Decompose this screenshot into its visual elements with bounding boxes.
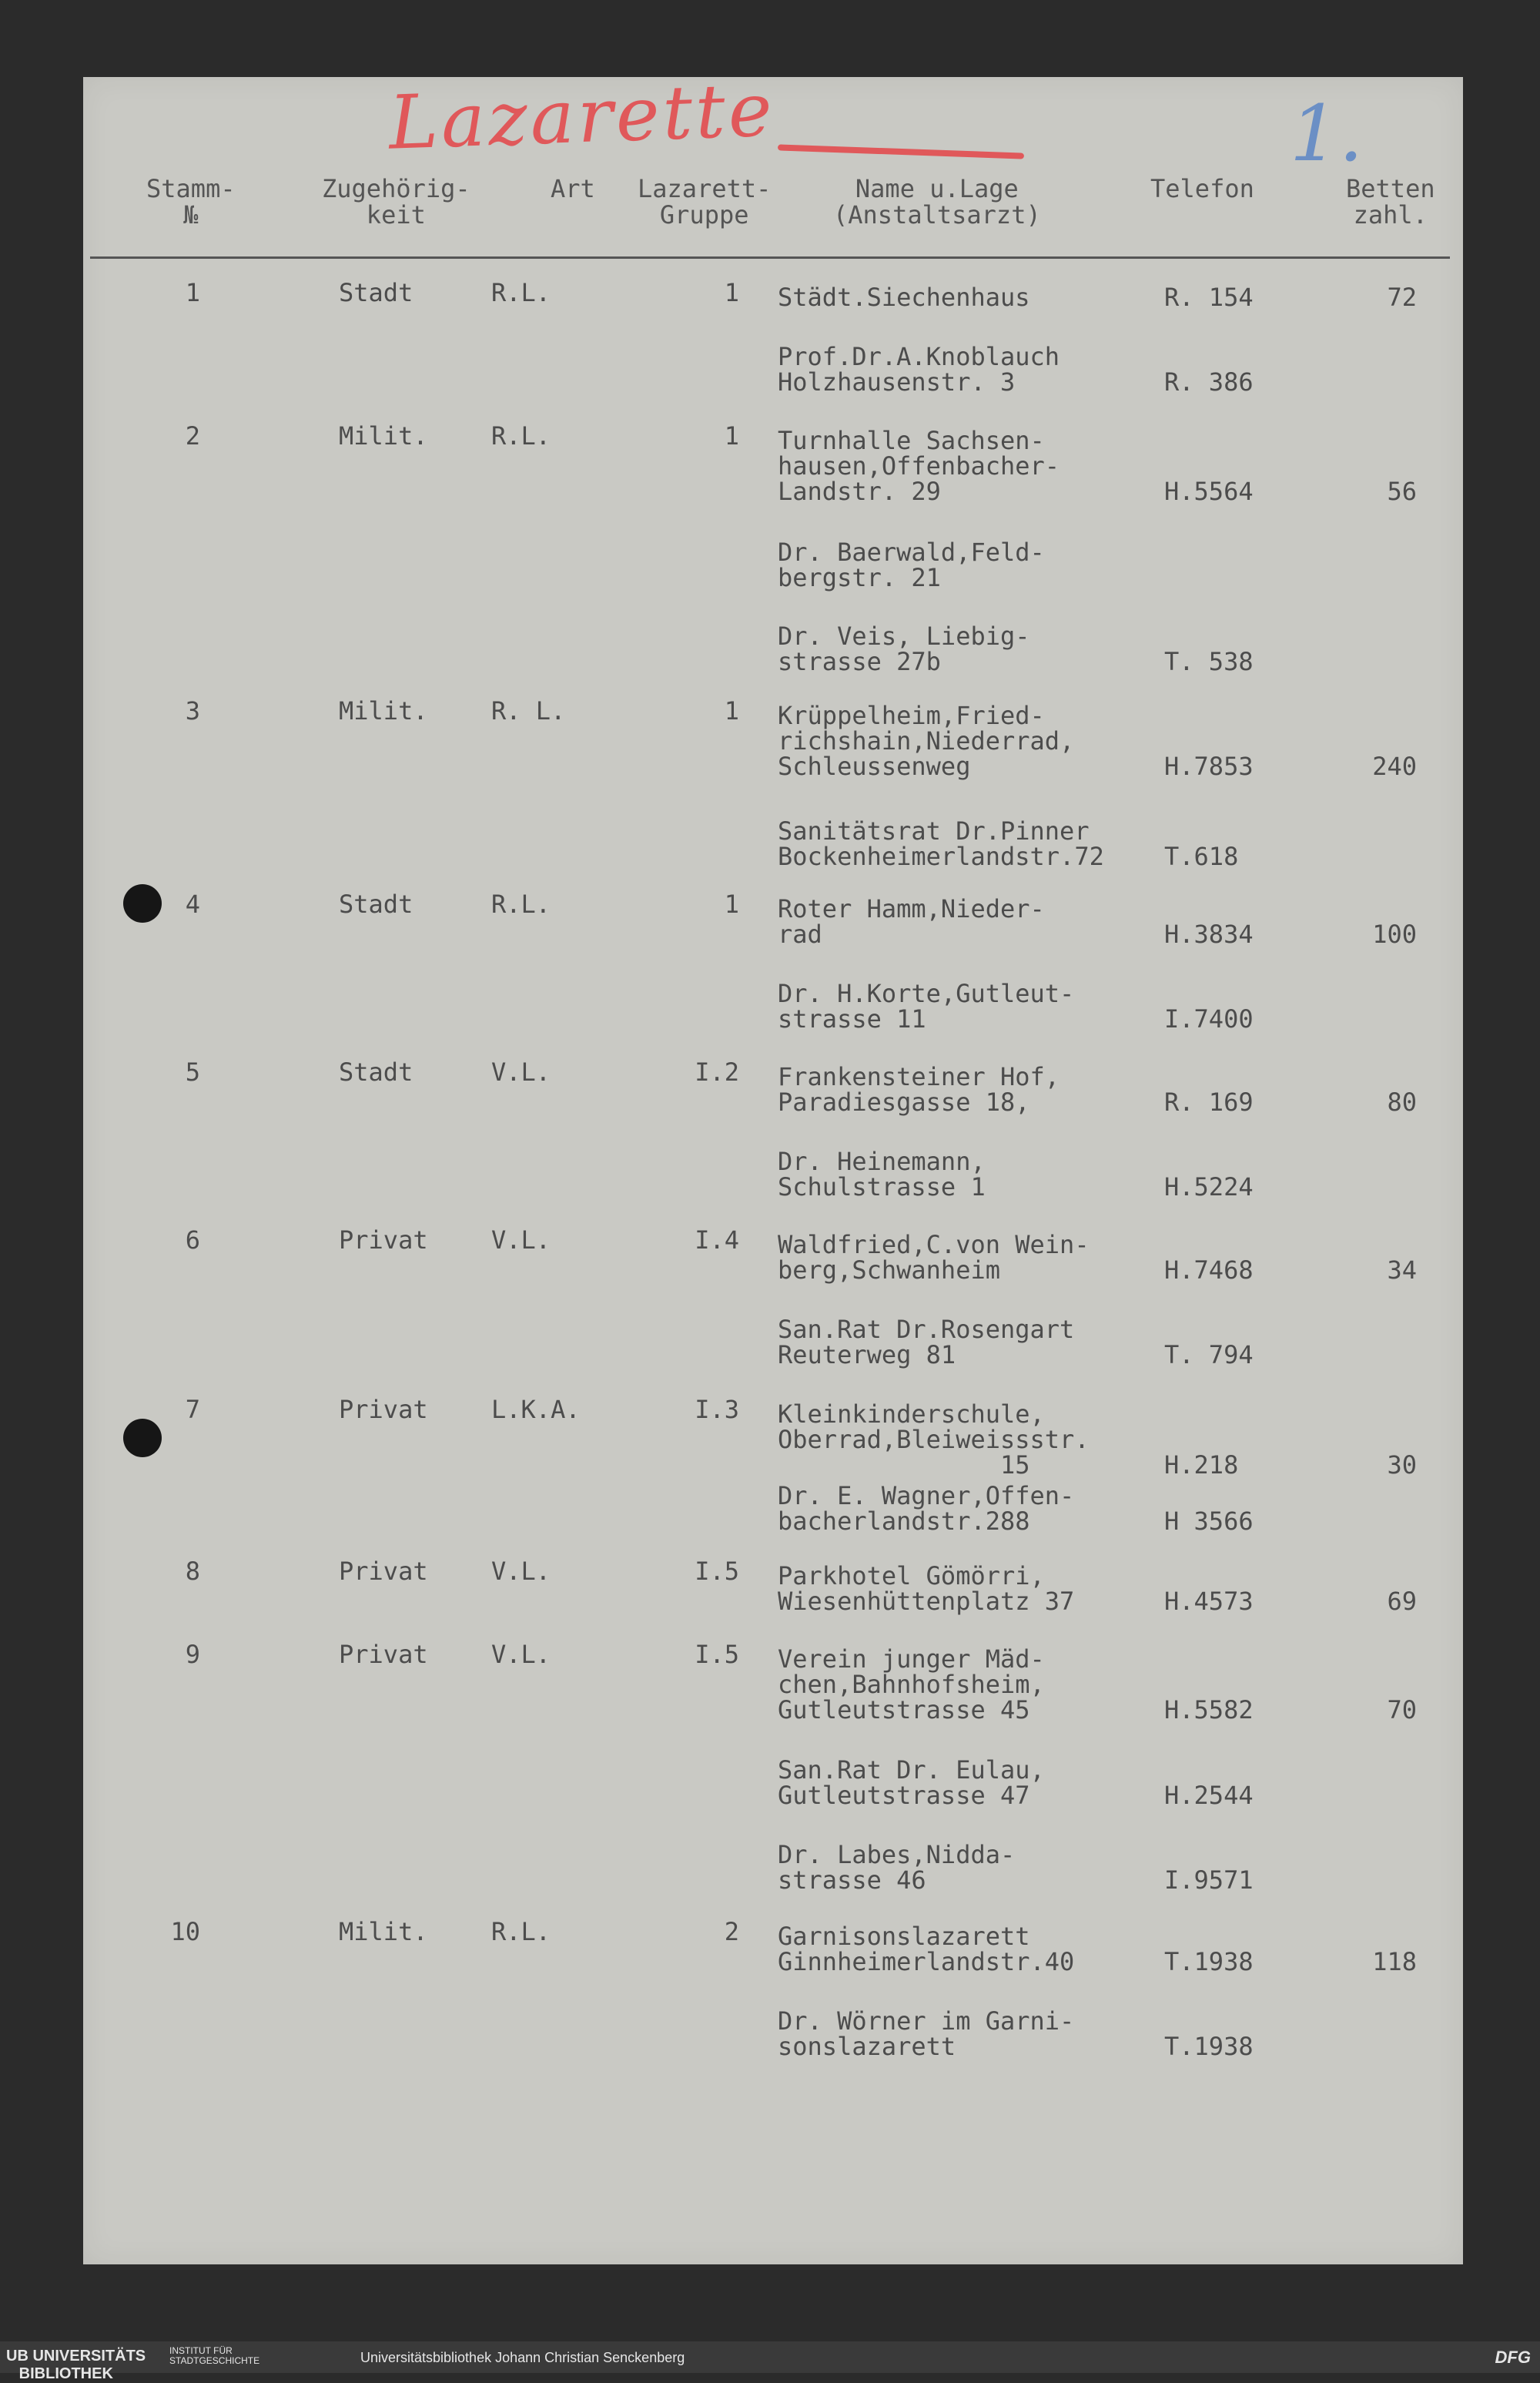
cell-art: V.L. — [491, 1640, 551, 1669]
cell-gruppe: I.2 — [695, 1057, 739, 1087]
cell-betten-zahl: 69 — [1387, 1587, 1417, 1616]
page-number: 1. — [1290, 89, 1364, 179]
cell-telefon: H.2544 — [1164, 1781, 1254, 1810]
cell-telefon: H.5224 — [1164, 1172, 1254, 1202]
cell-gruppe: I.5 — [695, 1640, 739, 1669]
footer-bar — [0, 2341, 1540, 2382]
cell-name-lage: Roter Hamm,Nieder- rad — [778, 894, 1045, 949]
cell-telefon: H.7853 — [1164, 752, 1254, 781]
cell-name-lage: Turnhalle Sachsen- hausen,Offenbacher- Landstr. 29 — [778, 426, 1060, 506]
cell-telefon: H.4573 — [1164, 1587, 1254, 1616]
cell-gruppe: 2 — [724, 1917, 739, 1946]
header-rule — [90, 256, 1450, 259]
cell-betten-zahl: 34 — [1387, 1255, 1417, 1285]
cell-name-lage: Verein junger Mäd- chen,Bahnhofsheim, Gutleutstrasse 45 — [778, 1644, 1045, 1724]
cell-name-lage: Sanitätsrat Dr.Pinner Bockenheimerlandstr.72 — [778, 816, 1104, 871]
cell-name-lage: San.Rat Dr. Eulau, Gutleutstrasse 47 — [778, 1755, 1045, 1810]
cell-art: R.L. — [491, 278, 551, 307]
cell-telefon: I.7400 — [1164, 1004, 1254, 1034]
cell-gruppe: I.5 — [695, 1557, 739, 1586]
cell-telefon: T.1938 — [1164, 2032, 1254, 2061]
cell-art: R.L. — [491, 890, 551, 919]
cell-name-lage: Dr. Wörner im Garni- sonslazarett — [778, 2006, 1075, 2061]
cell-telefon: H.7468 — [1164, 1255, 1254, 1285]
header-betten: Betten zahl. — [1346, 174, 1435, 230]
cell-telefon: H.3834 — [1164, 920, 1254, 949]
cell-zugehoerigkeit: Stadt — [339, 890, 413, 919]
cell-telefon: H.218 — [1164, 1450, 1239, 1480]
header-telefon: Telefon — [1150, 174, 1254, 203]
cell-name-lage: Waldfried,C.von Wein- berg,Schwanheim — [778, 1230, 1090, 1285]
cell-zugehoerigkeit: Privat — [339, 1640, 428, 1669]
cell-name-lage: Frankensteiner Hof, Paradiesgasse 18, — [778, 1062, 1060, 1117]
handwritten-title: Lazarette — [387, 66, 777, 166]
cell-telefon: T.618 — [1164, 842, 1239, 871]
cell-telefon: R. 386 — [1164, 367, 1254, 397]
cell-name-lage: Krüppelheim,Fried- richshain,Niederrad, Schleussenweg — [778, 701, 1075, 781]
cell-betten-zahl: 240 — [1372, 752, 1417, 781]
cell-zugehoerigkeit: Privat — [339, 1225, 428, 1255]
cell-stamm-nr: 6 — [185, 1225, 200, 1255]
cell-zugehoerigkeit: Milit. — [339, 421, 428, 451]
cell-gruppe: 1 — [724, 278, 739, 307]
cell-zugehoerigkeit: Privat — [339, 1395, 428, 1424]
cell-betten-zahl: 70 — [1387, 1695, 1417, 1724]
cell-zugehoerigkeit: Stadt — [339, 1057, 413, 1087]
footer-text: Universitätsbibliothek Johann Christian Senckenberg — [360, 2350, 685, 2365]
cell-gruppe: 1 — [724, 890, 739, 919]
cell-telefon: R. 169 — [1164, 1088, 1254, 1117]
cell-betten-zahl: 72 — [1387, 283, 1417, 312]
cell-art: R. L. — [491, 696, 566, 726]
cell-art: V.L. — [491, 1557, 551, 1586]
cell-stamm-nr: 1 — [185, 278, 200, 307]
cell-stamm-nr: 4 — [185, 890, 200, 919]
dfg-logo: DFG — [1495, 2348, 1531, 2367]
cell-betten-zahl: 80 — [1387, 1088, 1417, 1117]
cell-telefon: T.1938 — [1164, 1947, 1254, 1976]
ub-logo: UB UNIVERSITÄTS BIBLIOTHEK — [6, 2348, 146, 2382]
cell-name-lage: Dr. Labes,Nidda- strasse 46 — [778, 1840, 1016, 1895]
header-name: Name u.Lage (Anstaltsarzt) — [833, 174, 1041, 230]
cell-name-lage: Dr. Veis, Liebig- strasse 27b — [778, 622, 1030, 676]
cell-name-lage: Dr. Baerwald,Feld- bergstr. 21 — [778, 538, 1045, 592]
cell-name-lage: Prof.Dr.A.Knoblauch Holzhausenstr. 3 — [778, 342, 1060, 397]
header-art: Art — [551, 174, 595, 203]
cell-gruppe: 1 — [724, 421, 739, 451]
cell-name-lage: Dr. Heinemann, Schulstrasse 1 — [778, 1147, 986, 1202]
cell-art: R.L. — [491, 421, 551, 451]
cell-zugehoerigkeit: Stadt — [339, 278, 413, 307]
cell-telefon: I.9571 — [1164, 1865, 1254, 1895]
cell-betten-zahl: 100 — [1372, 920, 1417, 949]
cell-telefon: T. 794 — [1164, 1340, 1254, 1369]
cell-betten-zahl: 30 — [1387, 1450, 1417, 1480]
cell-telefon: T. 538 — [1164, 647, 1254, 676]
cell-gruppe: I.3 — [695, 1395, 739, 1424]
punch-hole — [123, 884, 162, 923]
cell-art: L.K.A. — [491, 1395, 581, 1424]
cell-gruppe: I.4 — [695, 1225, 739, 1255]
cell-art: R.L. — [491, 1917, 551, 1946]
cell-zugehoerigkeit: Milit. — [339, 1917, 428, 1946]
cell-telefon: H.5564 — [1164, 477, 1254, 506]
cell-name-lage: Dr. H.Korte,Gutleut- strasse 11 — [778, 979, 1075, 1034]
cell-name-lage: Kleinkinderschule, Oberrad,Bleiweissstr. 15 — [778, 1399, 1090, 1480]
cell-stamm-nr: 9 — [185, 1640, 200, 1669]
header-gruppe: Lazarett- Gruppe — [638, 174, 772, 230]
header-stamm: Stamm- № — [146, 174, 236, 230]
cell-betten-zahl: 118 — [1372, 1947, 1417, 1976]
cell-zugehoerigkeit: Privat — [339, 1557, 428, 1586]
document-page — [83, 77, 1463, 2264]
cell-name-lage: San.Rat Dr.Rosengart Reuterweg 81 — [778, 1315, 1075, 1369]
cell-gruppe: 1 — [724, 696, 739, 726]
cell-telefon: H 3566 — [1164, 1507, 1254, 1536]
cell-name-lage: Städt.Siechenhaus — [778, 283, 1030, 312]
cell-name-lage: Parkhotel Gömörri, Wiesenhüttenplatz 37 — [778, 1561, 1075, 1616]
cell-stamm-nr: 2 — [185, 421, 200, 451]
cell-art: V.L. — [491, 1057, 551, 1087]
cell-telefon: H.5582 — [1164, 1695, 1254, 1724]
punch-hole — [123, 1419, 162, 1457]
cell-zugehoerigkeit: Milit. — [339, 696, 428, 726]
cell-stamm-nr: 8 — [185, 1557, 200, 1586]
cell-stamm-nr: 5 — [185, 1057, 200, 1087]
header-zugehoerigkeit: Zugehörig- keit — [322, 174, 470, 230]
cell-betten-zahl: 56 — [1387, 477, 1417, 506]
cell-stamm-nr: 7 — [185, 1395, 200, 1424]
cell-telefon: R. 154 — [1164, 283, 1254, 312]
cell-stamm-nr: 10 — [170, 1917, 200, 1946]
institut-logo: INSTITUT FÜR STADTGESCHICHTE — [169, 2345, 260, 2366]
cell-art: V.L. — [491, 1225, 551, 1255]
cell-name-lage: Garnisonslazarett Ginnheimerlandstr.40 — [778, 1922, 1075, 1976]
cell-name-lage: Dr. E. Wagner,Offen- bacherlandstr.288 — [778, 1481, 1075, 1536]
cell-stamm-nr: 3 — [185, 696, 200, 726]
